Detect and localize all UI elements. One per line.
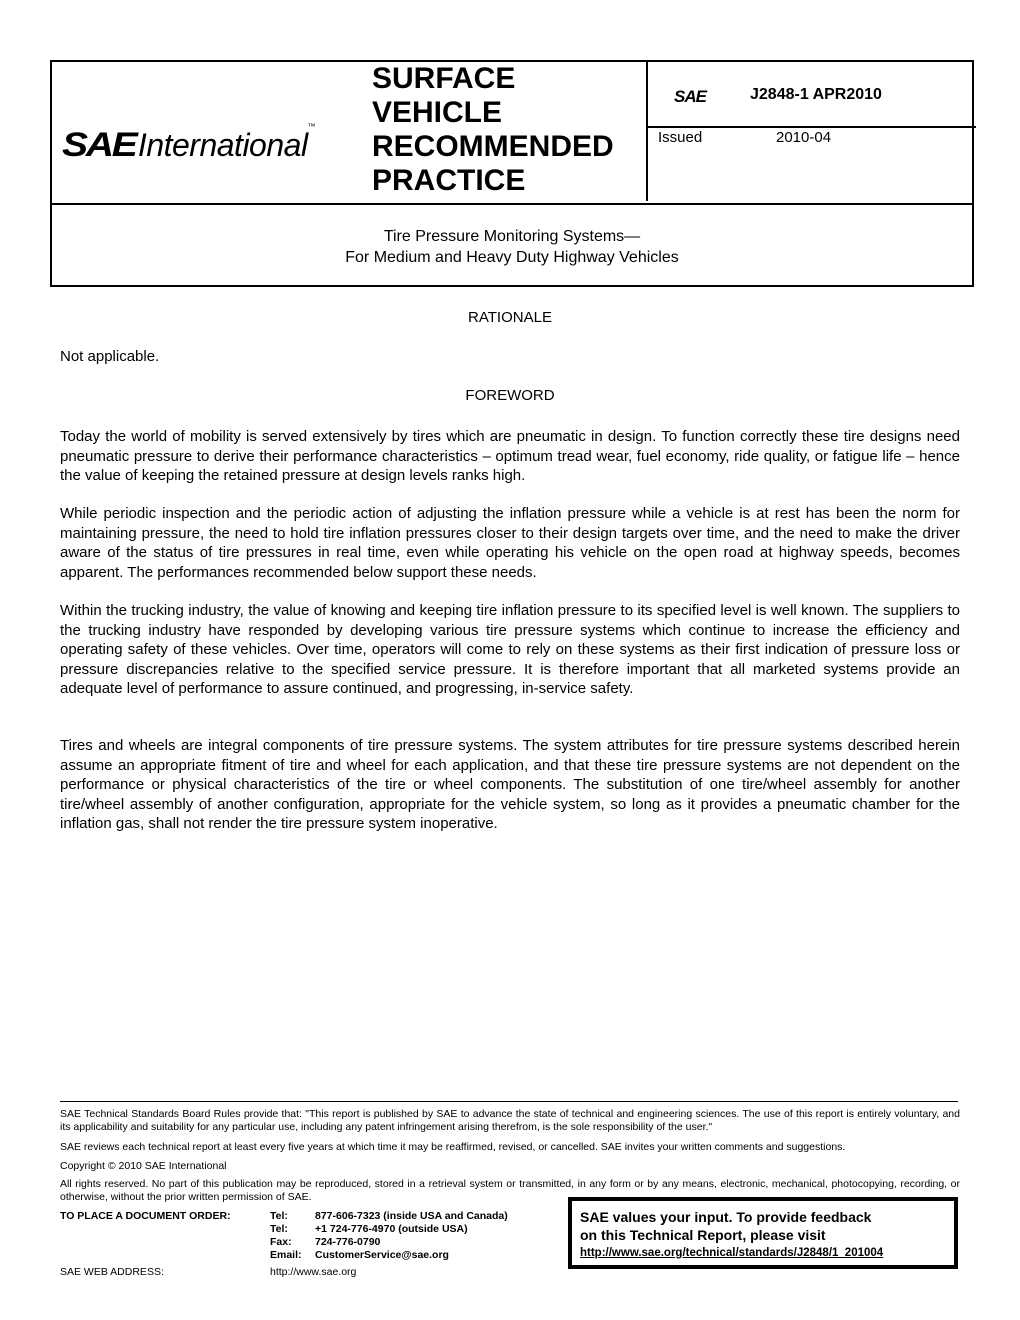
logo-international-text: International	[137, 127, 308, 163]
foreword-paragraph: Today the world of mobility is served extensively by tires which are pneumatic in design. To function correctly these tire designs need pneumatic pressure to derive their performance characteristics – optimum tread wear, fuel economy, ride quality, or fatigue life – hence the value of keeping the retained pressure at design levels ranks high.	[60, 428, 960, 484]
contact-value[interactable]: 877-606-7323 (inside USA and Canada)	[315, 1210, 508, 1222]
feedback-line-1: SAE values your input. To provide feedback	[580, 1209, 872, 1225]
document-header-box	[50, 60, 974, 287]
footer-divider	[60, 1101, 958, 1102]
contact-value[interactable]: +1 724-776-4970 (outside USA)	[315, 1223, 468, 1235]
review-statement: SAE reviews each technical report at least every five years at which time it may be reaffirmed, revised, or cancelled. SAE invites your written comments and suggestions.	[60, 1141, 846, 1153]
header-top-row	[52, 62, 972, 205]
foreword-heading: FOREWORD	[465, 387, 555, 404]
document-type-line: PRACTICE	[372, 164, 526, 197]
issued-label: Issued	[658, 129, 703, 146]
document-type-line: VEHICLE	[372, 96, 503, 129]
issued-date: 2010-04	[776, 129, 832, 146]
contact-label: Tel:	[270, 1210, 288, 1222]
document-code-row	[648, 62, 976, 128]
document-title	[52, 226, 972, 268]
small-sae-logo: SAE	[674, 87, 706, 106]
logo-trademark: ™	[307, 122, 316, 131]
title-line-1: Tire Pressure Monitoring Systems—	[383, 228, 641, 245]
title-line-2: For Medium and Heavy Duty Highway Vehicles	[345, 249, 679, 266]
web-address-label: SAE WEB ADDRESS:	[60, 1266, 164, 1278]
document-type-line: SURFACE	[372, 62, 516, 95]
web-address-link[interactable]: http://www.sae.org	[270, 1266, 357, 1278]
document-code-cell	[646, 62, 976, 201]
standards-board-rules: SAE Technical Standards Board Rules provide that: "This report is published by SAE to advance the state of technical and engineering sciences. The use of this report is entirely voluntary, and its applicability and suitability for any particular use, including any patent infringement arising therefrom, is the sole responsibility of the user."	[60, 1108, 960, 1133]
contact-label: Email:	[270, 1249, 302, 1261]
document-number: J2848-1 APR2010	[750, 86, 882, 103]
rights-statement: All rights reserved. No part of this publication may be reproduced, stored in a retrieval system or transmitted, in any form or by any means, electronic, mechanical, photocopying, recording, or otherwise, without the prior written permission of SAE.	[60, 1178, 960, 1203]
rationale-heading: RATIONALE	[468, 309, 552, 326]
sae-international-logo	[62, 122, 316, 166]
feedback-box	[568, 1197, 958, 1269]
foreword-paragraph: Tires and wheels are integral components of tire pressure systems. The system attributes for tire pressure systems described herein assume an appropriate fitment of tire and wheel for each application, and that these tire pressure systems are not dependent on the performance or physical characteristics of the tire or wheel components. The substitution of one tire/wheel assembly for another tire/wheel assembly of another configuration, appropriate for the vehicle system, so long as it provides a pneumatic chamber for the inflation gas, shall not render the tire pressure system inoperative.	[60, 737, 960, 832]
document-type-line: RECOMMENDED	[372, 130, 614, 163]
logo-sae-mark: SAE	[62, 126, 136, 164]
contact-label: Fax:	[270, 1236, 292, 1248]
document-type	[372, 62, 642, 198]
foreword-paragraph: While periodic inspection and the periodic action of adjusting the inflation pressure while a vehicle is at rest has been the norm for maintaining pressure, the need to hold tire inflation pressures closer to their design targets over time, and the need to make the driver aware of the status of tire pressures in real time, even while operating his vehicle on the open road at highway speeds, becomes apparent. The performances recommended below support these needs.	[60, 505, 960, 581]
foreword-paragraph: Within the trucking industry, the value of knowing and keeping tire inflation pressure to its specified level is well known. The suppliers to the trucking industry have responded by developing various tire pressure systems which continue to increase the efficiency and operating safety of these vehicles. Over time, operators will come to rely on these systems as their first indication of pressure loss or pressure discrepancies relative to the specified service pressure. It is therefore important that all marketed systems provide an adequate level of performance to assure continued, and progressing, in-service safety.	[60, 602, 960, 697]
copyright: Copyright © 2010 SAE International	[60, 1160, 227, 1172]
contact-label: Tel:	[270, 1223, 288, 1235]
order-label: TO PLACE A DOCUMENT ORDER:	[60, 1210, 231, 1222]
rationale-text: Not applicable.	[60, 348, 160, 365]
feedback-url-link[interactable]: http://www.sae.org/technical/standards/J2848/1_201004	[580, 1247, 884, 1259]
email-link[interactable]: CustomerService@sae.org	[315, 1249, 449, 1261]
feedback-line-2: on this Technical Report, please visit	[580, 1227, 826, 1243]
contact-value[interactable]: 724-776-0790	[315, 1236, 381, 1248]
